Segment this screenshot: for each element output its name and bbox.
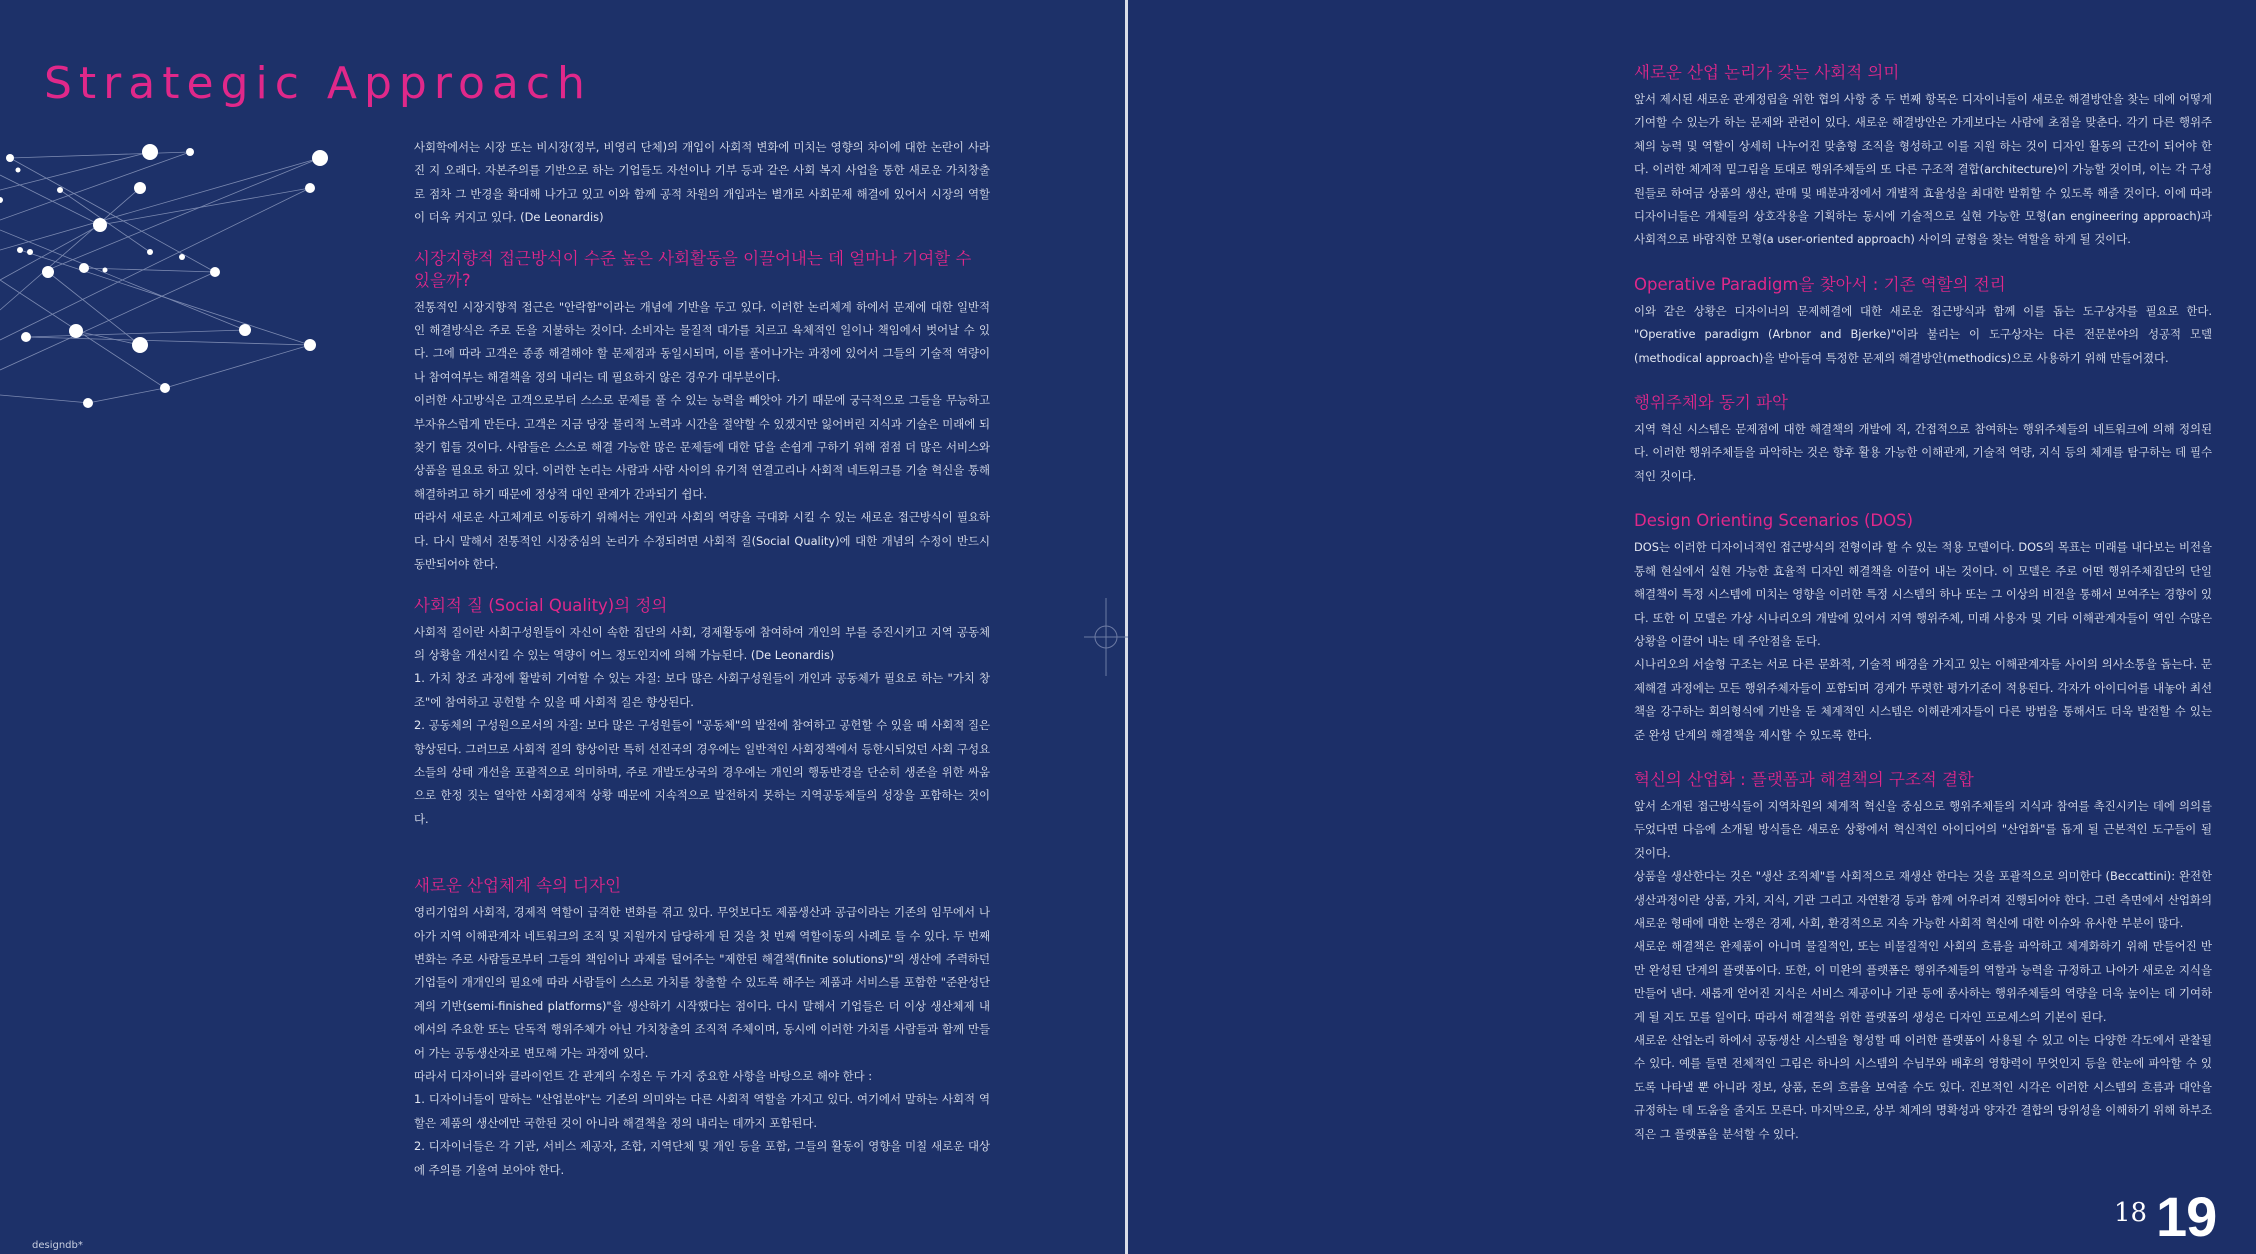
section-new-industry-design xyxy=(414,875,990,1182)
section-paragraph: 새로운 해결책은 완제품이 아니며 물질적인, 또는 비물질적인 사회의 흐름을 파악하고 체계화하기 위해 만들어진 반만 완성된 단계의 플랫폼이다. 또한, 이 미완의 플랫폼은 행위주체들의 역할과 능력을 규정하고 나아가 새로운 지식을 만들어 낸다. 새롭게 얻어진 지식은 서비스 제공이나 기관 등에 종사하는 행위주체들의 역량을 더욱 높이는 데 기여하게 될 지도 모를 일이다. 따라서 해결책을 위한 플랫폼의 생성은 디자인 프로세스의 기본이 된다. xyxy=(1634,939,2212,1024)
section-paragraph: 앞서 제시된 새로운 관계정립을 위한 협의 사항 중 두 번째 항목은 디자이너들이 새로운 해결방안을 찾는 데에 어떻게 기여할 수 있는가 하는 문제와 관련이 있다. 새로운 해결방안은 가게보다는 사람에 초점을 맞춘다. 각기 다른 행위주체의 능력 및 역할이 상세히 나누어진 맞춤형 조직을 형성하고 이를 지원 하는 것이 디자인 활동의 근간이 되어야 한다. 이러한 체계적 밑그림을 토대로 행위주체들의 또 다른 구조적 결합(architecture)이 가능할 것이며, 이는 각 구성원들로 하여금 상품의 생산, 판매 및 배분과정에서 개별적 효율성을 최대한 발휘할 수 있도록 해줄 것이다. 이에 따라 디자이너들은 개체들의 상호작용을 기획하는 동시에 기술적으로 실현 가능한 모형(an engineering approach)과 사회적으로 바람직한 모형(a user-oriented approach) 사이의 균형을 찾는 역할을 하게 될 것이다. xyxy=(1634,92,2212,247)
left-page xyxy=(0,0,1125,1254)
section-operative-paradigm xyxy=(1634,274,2212,370)
footer-brand: designdb* xyxy=(32,1240,83,1251)
section-paragraph: 1. 디자이너들이 말하는 "산업분야"는 기존의 의미와는 다른 사회적 역할을 가지고 있다. 여기에서 말하는 사회적 역할은 제품의 생산에만 국한된 것이 아니라 해결책을 정의 내리는 데까지 포함된다. xyxy=(414,1092,990,1130)
section-heading: 새로운 산업 논리가 갖는 사회적 의미 xyxy=(1634,63,1900,82)
section-paragraph: 전통적인 시장지향적 접근은 "안락함"이라는 개념에 기반을 두고 있다. 이러한 논리체계 하에서 문제에 대한 일반적인 해결방식은 주로 돈을 지불하는 것이다. 소비자는 물질적 대가를 치르고 육체적인 일이나 책임에서 벗어날 수 있다. 그에 따라 고객은 종종 해결해야 할 문제점과 동일시되며, 이를 풀어나가는 과정에 있어서 그들의 기술적 역량이나 참여여부는 해결책을 정의 내리는 데 필요하지 않은 경우가 대부분이다. xyxy=(414,299,990,384)
section-paragraph: 영리기업의 사회적, 경제적 역할이 급격한 변화를 겪고 있다. 무엇보다도 제품생산과 공급이라는 기존의 임무에서 나아가 지역 이해관계자 네트워크의 조직 및 지원까지 담당하게 된 것을 첫 번째 역할이동의 사례로 들 수 있다. 두 번째 변화는 주로 사람들로부터 그들의 책임이나 과제를 덜어주는 "제한된 해결책(finite solutions)"의 생산에 주력하던 기업들이 개개인의 필요에 따라 사람들이 스스로 가치를 창출할 수 있도록 해주는 제품과 서비스를 포함한 "준완성단계의 기반(semi-finished platforms)"을 생산하기 시작했다는 점이다. 다시 말해서 기업들은 더 이상 생산체제 내에서의 주요한 또는 단독적 행위주체가 아닌 가치창출의 조직적 주체이며, 동시에 이러한 가치를 사람들과 함께 만들어 가는 공동생산자로 변모해 가는 과정에 있다. xyxy=(414,905,990,1060)
section-paragraph: 사회적 질이란 사회구성원들이 자신이 속한 집단의 사회, 경제활동에 참여하여 개인의 부를 증진시키고 지역 공동체의 상황을 개선시킬 수 있는 역량이 어느 정도인지에 의해 가늠된다. (De Leonardis) xyxy=(414,624,990,662)
section-social-meaning xyxy=(1634,62,2212,252)
page-number-right: 19 xyxy=(2156,1185,2217,1248)
section-paragraph: 이러한 사고방식은 고객으로부터 스스로 문제를 풀 수 있는 능력을 빼앗아 가기 때문에 궁극적으로 그들을 무능하고 부자유스럽게 만든다. 고객은 지금 당장 물리적 노력과 시간을 절약할 수 있겠지만 잃어버린 지식과 기술은 미래에 되찾기 힘들 것이다. 사람들은 스스로 해결 가능한 많은 문제들에 대한 답을 손쉽게 구하기 위해 점점 더 많은 서비스와 상품을 필요로 하고 있다. 이러한 논리는 사람과 사람 사이의 유기적 연결고리나 사회적 네트워크를 기술 혁신을 통해 해결하려고 하기 때문에 정상적 대인 관계가 간과되기 쉽다. xyxy=(414,393,990,501)
section-actors-motivation xyxy=(1634,392,2212,488)
section-heading: 혁신의 산업화 : 플랫폼과 해결책의 구조적 결합 xyxy=(1634,769,1974,789)
section-paragraph: 이와 같은 상황은 디자이너의 문제해결에 대한 새로운 접근방식과 함께 이를 돕는 도구상자를 필요로 한다. "Operative paradigm (Arbnor and Bjerke)"이라 불리는 이 도구상자는 다른 전문분야의 성공적 모델(methodical approach)을 받아들여 특정한 문제의 해결방안(methodics)으로 사용하기 위해 만들어졌다. xyxy=(1634,303,2212,365)
section-paragraph: 2. 공동체의 구성원으로서의 자질: 보다 많은 구성원들이 "공동체"의 발전에 참여하고 공헌할 수 있을 때 사회적 질은 향상된다. 그러므로 사회적 질의 향상이란 특히 선진국의 경우에는 일반적인 사회정책에서 등한시되었던 사회 구성요소들의 상태 개선을 포괄적으로 의미하며, 주로 개발도상국의 경우에는 개인의 행동반경을 단순히 생존을 위한 싸움으로 한정 짓는 열악한 사회경제적 상황 때문에 지속적으로 발전하지 못하는 지역공동체들의 성장을 포함하는 것이다. xyxy=(414,718,990,826)
section-market-approach xyxy=(414,248,990,577)
section-paragraph: 1. 가치 창조 과정에 활발히 기여할 수 있는 자질: 보다 많은 사회구성원들이 개인과 공동체가 필요로 하는 "가치 창조"에 참여하고 공헌할 수 있을 때 사회적 질은 향상된다. xyxy=(414,671,990,709)
section-paragraph: 따라서 새로운 사고체계로 이동하기 위해서는 개인과 사회의 역량을 극대화 시킬 수 있는 새로운 접근방식이 필요하다. 다시 말해서 전통적인 시장중심의 논리가 수정되려면 사회적 질(Social Quality)에 대한 개념의 수정이 반드시 동반되어야 한다. xyxy=(414,510,990,572)
section-heading: 새로운 산업체계 속의 디자인 xyxy=(414,876,622,896)
section-industrialization xyxy=(1634,769,2212,1146)
section-paragraph: 상품을 생산한다는 것은 "생산 조직체"를 사회적으로 재생산 한다는 것을 포괄적으로 의미한다 (Beccattini): 완전한 생산과정이란 상품, 가치, 지식, 기관 그리고 자연환경 등과 함께 어우러져 진행되어야 한다. 그런 측면에서 산업화의 새로운 형태에 대한 논쟁은 경제, 사회, 환경적으로 지속 가능한 사회적 혁신에 대한 이슈와 유사한 부분이 많다. xyxy=(1634,869,2212,930)
section-paragraph: 앞서 소개된 접근방식들이 지역차원의 체계적 혁신을 중심으로 행위주체들의 지식과 참여를 촉진시키는 데에 의의를 두었다면 다음에 소개될 방식들은 새로운 상황에서 혁신적인 아이디어의 "산업화"를 돕게 될 근본적인 도구들이 될 것이다. xyxy=(1634,798,2212,860)
section-paragraph: 따라서 디자이너와 클라이언트 간 관계의 수정은 두 가지 중요한 사항을 바탕으로 해야 한다 : xyxy=(414,1069,873,1083)
page-title: Strategic Approach xyxy=(44,58,592,109)
section-heading: 사회적 질 (Social Quality)의 정의 xyxy=(414,595,668,615)
section-heading: Design Orienting Scenarios (DOS) xyxy=(1634,511,1914,531)
section-heading: 시장지향적 접근방식이 수준 높은 사회활동을 이끌어내는 데 얼마나 기여할 수 있을까? xyxy=(414,248,972,290)
section-heading: 행위주체와 동기 파악 xyxy=(1634,393,1788,413)
section-paragraph: 새로운 산업논리 하에서 공동생산 시스템을 형성할 때 이러한 플랫폼이 사용될 수 있고 이는 다양한 각도에서 관찰될 수 있다. 예를 들면 전체적인 그림은 하나의 시스템의 수님부와 배후의 영향력이 무엇인지 등을 한눈에 파악할 수 있도록 나타낼 뿐 아니라 정보, 상품, 돈의 흐름을 보여줄 수도 있다. 진보적인 시각은 이러한 시스템의 흐름과 대안을 규정하는 데 도움을 줄지도 모른다. 마지막으로, 상부 체계의 명확성과 양자간 결합의 당위성을 이해하기 위해 하부조직은 그 플랫폼을 분석할 수 있다. xyxy=(1634,1033,2212,1141)
section-paragraph: 지역 혁신 시스템은 문제점에 대한 해결책의 개발에 직, 간접적으로 참여하는 행위주체들의 네트워크에 의해 정의된다. 이러한 행위주체들을 파악하는 것은 향후 활용 가능한 이해관계, 기술적 역량, 지식 등의 체계를 탐구하는 데 필수적인 것이다. xyxy=(1634,422,2212,483)
section-paragraph: 2. 디자이너들은 각 기관, 서비스 제공자, 조합, 지역단체 및 개인 등을 포함, 그들의 활동이 영향을 미칠 새로운 대상에 주의를 기울여 보아야 한다. xyxy=(414,1139,990,1177)
left-text-column xyxy=(414,136,990,1182)
section-paragraph: 시나리오의 서술형 구조는 서로 다른 문화적, 기술적 배경을 가지고 있는 이해관계자들 사이의 의사소통을 돕는다. 문제해결 과정에는 모든 행위주체자들이 포함되며 경계가 뚜렷한 평가기준이 적용된다. 각자가 아이디어를 내놓아 최선책을 강구하는 회의형식에 기반을 둔 체계적인 시스템은 이해관계자들이 다른 방법을 통해서도 더욱 발전할 수 있는 준 완성 단계의 해결책을 제시할 수 있도록 한다. xyxy=(1634,657,2212,742)
section-social-quality xyxy=(414,595,990,832)
section-dos xyxy=(1634,510,2212,747)
intro-paragraph: 사회학에서는 시장 또는 비시장(정부, 비영리 단체)의 개입이 사회적 변화에 미치는 영향의 차이에 대한 논란이 사라진 지 오래다. 자본주의를 기반으로 하는 기업들도 자선이나 기부 등과 같은 사회 복지 사업을 통한 새로운 가치창출로 점차 그 반경을 확대해 나가고 있고 이와 함께 공적 차원의 개입과는 별개로 사회문제 해결에 있어서 시장의 역할이 더욱 커지고 있다. (De Leonardis) xyxy=(414,140,990,225)
section-paragraph: DOS는 이러한 디자이너적인 접근방식의 전형이라 할 수 있는 적용 모델이다. DOS의 목표는 미래를 내다보는 비전을 통해 현실에서 실현 가능한 효율적 디자인 해결책을 이끌어 내는 것이다. 이 모델은 주로 어떤 행위주체집단의 단일 해결책이 특정 시스템에 미치는 영향을 이러한 특정 시스템의 하나 또는 그 이상의 비전을 통해서 보여주는 경향이 있다. 또한 이 모델은 가상 시나리오의 개발에 있어서 지역 행위주체, 미래 사용자 및 기타 이해관계자들이 역인 수많은 상황을 이끌어 내는 데 주안점을 둔다. xyxy=(1634,540,2212,648)
network-dots-graphic xyxy=(0,130,340,420)
right-text-column xyxy=(1634,62,2212,1146)
section-heading: Operative Paradigm을 찾아서 : 기존 역할의 전리 xyxy=(1634,274,2006,294)
page-number-left: 18 xyxy=(2114,1198,2148,1228)
